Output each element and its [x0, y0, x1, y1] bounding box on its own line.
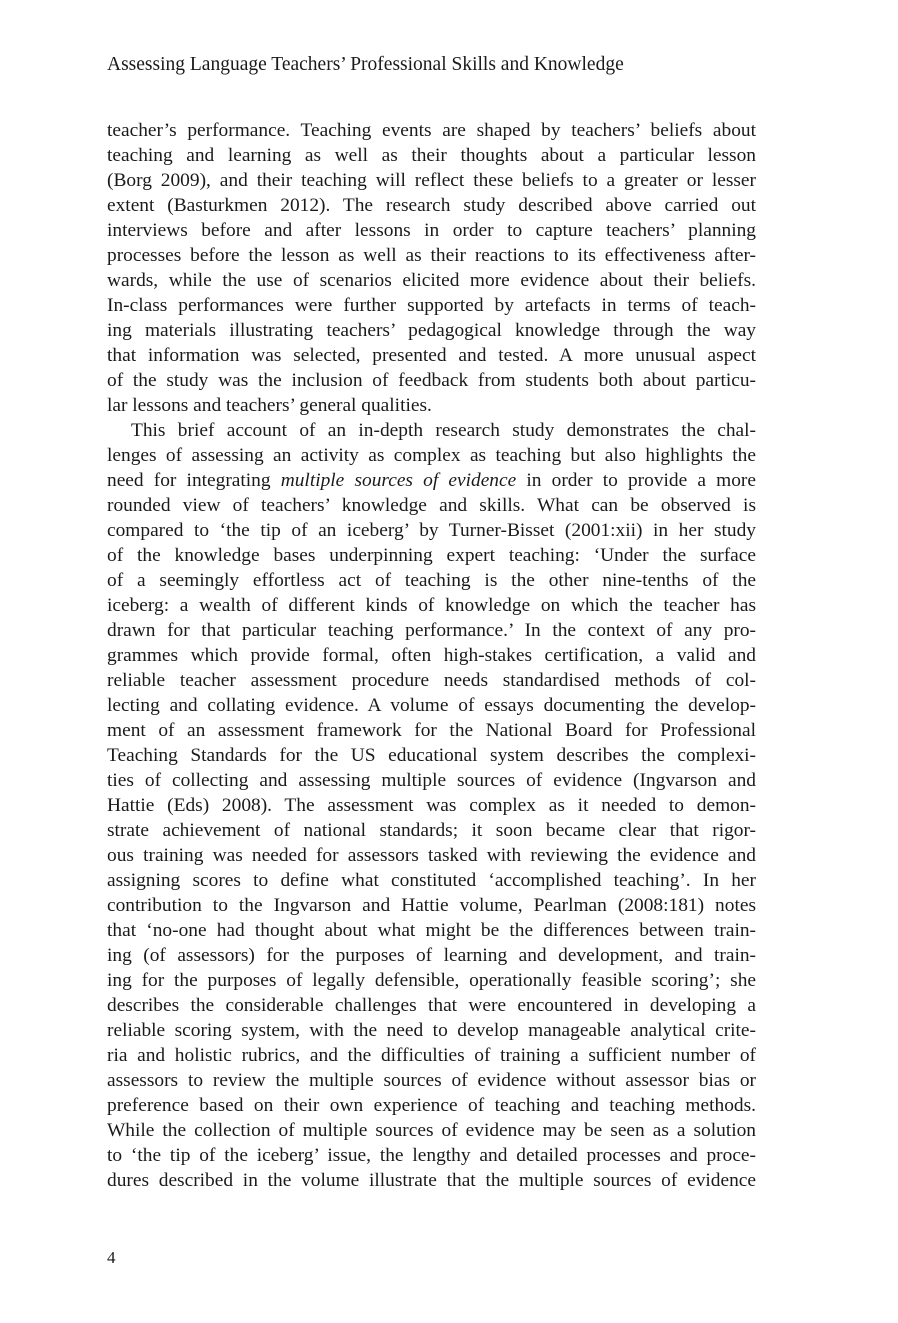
text-line: ment of an assessment framework for the National Board for Professional: [107, 720, 756, 741]
text-line: ria and holistic rubrics, and the difficulties of training a sufficient number of: [107, 1045, 756, 1066]
text-line: ing (of assessors) for the purposes of learning and development, and train-: [107, 945, 756, 966]
text-line: describes the considerable challenges that were encountered in developing a: [107, 995, 756, 1016]
text-line: reliable scoring system, with the need to develop manageable analytical crite-: [107, 1020, 756, 1041]
text-line: that information was selected, presented and tested. A more unusual aspect: [107, 345, 756, 366]
text-line: While the collection of multiple sources of evidence may be seen as a solution: [107, 1120, 756, 1141]
text-line: lar lessons and teachers’ general qualities.: [107, 395, 432, 416]
text-line: of the knowledge bases underpinning expert teaching: ‘Under the surface: [107, 545, 756, 566]
text-line: ties of collecting and assessing multiple sources of evidence (Ingvarson and: [107, 770, 756, 791]
text-line: assigning scores to define what constituted ‘accomplished teaching’. In her: [107, 870, 756, 891]
text-line: In-class performances were further supported by artefacts in terms of teach-: [107, 295, 756, 316]
text-line: ous training was needed for assessors tasked with reviewing the evidence and: [107, 845, 756, 866]
text-line: compared to ‘the tip of an iceberg’ by Turner-Bisset (2001:xii) in her study: [107, 520, 756, 541]
text-line: lecting and collating evidence. A volume of essays documenting the develop-: [107, 695, 756, 716]
text-line: teacher’s performance. Teaching events are shaped by teachers’ beliefs about: [107, 120, 756, 141]
text-line: iceberg: a wealth of different kinds of knowledge on which the teacher has: [107, 595, 756, 616]
text-line: dures described in the volume illustrate that the multiple sources of evidence: [107, 1170, 756, 1191]
text-line: wards, while the use of scenarios elicited more evidence about their beliefs.: [107, 270, 756, 291]
text-line: processes before the lesson as well as their reactions to its effectiveness after-: [107, 245, 756, 266]
text-line: assessors to review the multiple sources of evidence without assessor bias or: [107, 1070, 756, 1091]
text-line: that ‘no-one had thought about what might be the differences between train-: [107, 920, 756, 941]
paragraph: [107, 418, 756, 1193]
text-line: to ‘the tip of the iceberg’ issue, the lengthy and detailed processes and proce-: [107, 1145, 756, 1166]
text-line: of a seemingly effortless act of teaching is the other nine-tenths of the: [107, 570, 756, 591]
paragraph: [107, 118, 756, 418]
text-line: of the study was the inclusion of feedback from students both about particu-: [107, 370, 756, 391]
text-line: interviews before and after lessons in order to capture teachers’ planning: [107, 220, 756, 241]
text-line: Hattie (Eds) 2008). The assessment was complex as it needed to demon-: [107, 795, 756, 816]
text-run: need for integrating: [107, 470, 281, 491]
page-number: 4: [107, 1248, 116, 1267]
body-text: [107, 118, 756, 1193]
text-line: (Borg 2009), and their teaching will reflect these beliefs to a greater or lesser: [107, 170, 756, 191]
text-line: ing for the purposes of legally defensible, operationally feasible scoring’; she: [107, 970, 756, 991]
running-head: Assessing Language Teachers’ Professional Skills and Knowledge: [107, 54, 624, 75]
text-line: This brief account of an in-depth research study demonstrates the chal-: [131, 420, 756, 441]
emphasis-run: multiple sources of evidence: [280, 470, 517, 491]
text-line: [107, 468, 756, 493]
text-run: in order to provide a more: [516, 470, 756, 491]
text-line: rounded view of teachers’ knowledge and skills. What can be observed is: [107, 495, 756, 516]
text-line: teaching and learning as well as their thoughts about a particular lesson: [107, 145, 756, 166]
text-line: drawn for that particular teaching performance.’ In the context of any pro-: [107, 620, 756, 641]
text-line: lenges of assessing an activity as complex as teaching but also highlights the: [107, 445, 756, 466]
text-line: preference based on their own experience of teaching and teaching methods.: [107, 1095, 756, 1116]
text-line: Teaching Standards for the US educational system describes the complexi-: [107, 745, 756, 766]
text-line: contribution to the Ingvarson and Hattie volume, Pearlman (2008:181) notes: [107, 895, 756, 916]
text-line: reliable teacher assessment procedure needs standardised methods of col-: [107, 670, 756, 691]
text-line: grammes which provide formal, often high-stakes certification, a valid and: [107, 645, 756, 666]
text-line: extent (Basturkmen 2012). The research study described above carried out: [107, 195, 756, 216]
text-line: strate achievement of national standards; it soon became clear that rigor-: [107, 820, 756, 841]
text-line: ing materials illustrating teachers’ pedagogical knowledge through the way: [107, 320, 756, 341]
